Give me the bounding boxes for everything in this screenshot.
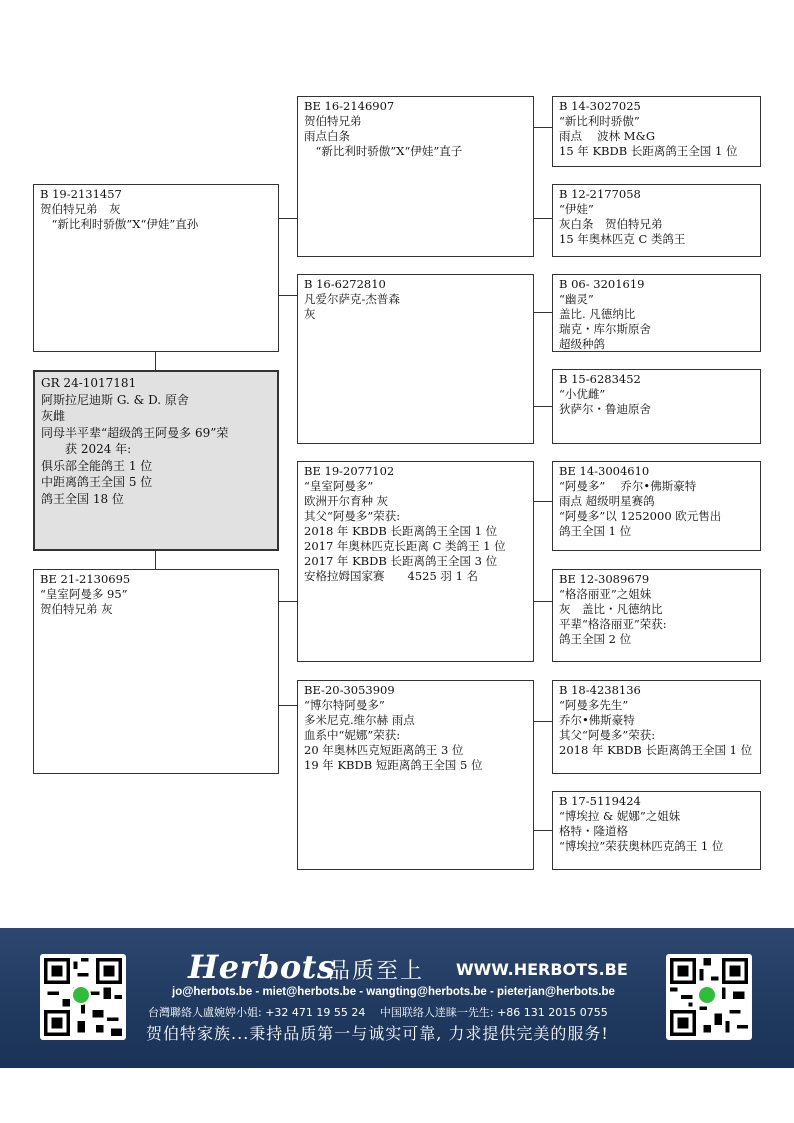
pedigree-box-sire-dam (297, 274, 534, 444)
pedigree-text: 乔尔•佛斯豪特 (559, 713, 635, 727)
pedigree-text: 血系中“妮娜”荣获: (304, 728, 401, 742)
pedigree-box-sire-sire (297, 96, 534, 257)
pedigree-text: 欧洲开尔育种 灰 (304, 494, 389, 508)
pedigree-text: 安格拉姆国家赛 4525 羽 1 名 (304, 569, 479, 583)
ring-number: BE 14-3004610 (559, 464, 650, 478)
pedigree-text: 多米尼克.维尔赫 雨点 (304, 713, 415, 727)
pedigree-text: “阿曼多” 乔尔•佛斯豪特 (559, 479, 697, 493)
ring-number: B 06- 3201619 (559, 277, 645, 291)
line-icon (71, 985, 91, 1005)
pedigree-text: 盖比. 凡德纳比 (559, 307, 636, 321)
pedigree-text: “阿曼多”以 1252000 欧元售出 (559, 509, 722, 523)
connector (155, 352, 156, 370)
ring-number: B 18-4238136 (559, 683, 641, 697)
connector (534, 830, 552, 831)
ring-number: B 19-2131457 (40, 187, 122, 201)
pedigree-text: “幽灵” (559, 292, 594, 306)
ring-number: BE 16-2146907 (304, 99, 395, 113)
pedigree-text: 灰 (304, 307, 316, 321)
pedigree-text: 灰 盖比・凡德纳比 (559, 602, 663, 616)
pedigree-text: 贺伯特兄弟 (304, 114, 362, 128)
connector (534, 501, 552, 502)
pedigree-box-dss (552, 461, 761, 551)
pedigree-text: 雨点 波林 M&G (559, 129, 656, 143)
ring-number: B 17-5119424 (559, 794, 641, 808)
pedigree-box-dds (552, 680, 761, 774)
pedigree-text: 狄萨尔・鲁迪原舍 (559, 402, 651, 416)
pedigree-text: “新比利时骄傲”X“伊娃”直子 (304, 144, 463, 158)
pedigree-text: “皇室阿曼多 95” (40, 587, 128, 601)
pedigree-text: “格洛丽亚”之姐妹 (559, 587, 652, 601)
connector (534, 218, 552, 219)
pedigree-box-ssd (552, 184, 761, 257)
pedigree-text: 19 年 KBDB 短距离鸽王全国 5 位 (304, 758, 483, 772)
website-link[interactable]: WWW.HERBOTS.BE (456, 960, 628, 979)
pedigree-text: 超级种鸽 (559, 337, 605, 351)
ring-number: BE 12-3089679 (559, 572, 650, 586)
pedigree-text: 获 2024 年: (41, 442, 132, 456)
wechat-icon (697, 985, 717, 1005)
herbots-logo: Herbots (188, 948, 336, 986)
connector (534, 601, 552, 602)
pedigree-text: 其父“阿曼多”荣获: (304, 509, 401, 523)
pedigree-box-sss (552, 96, 761, 167)
pedigree-text: 同母半平辈“超级鸽王阿曼多 69”荣 (41, 425, 229, 440)
pedigree-text: 其父“阿曼多”荣获: (559, 728, 656, 742)
pedigree-text: 鸽王全国 1 位 (559, 524, 632, 538)
pedigree-box-ddd (552, 791, 761, 870)
connector (279, 218, 297, 219)
pedigree-text: 凡爱尔萨克-杰普森 (304, 292, 400, 306)
connector (155, 551, 156, 569)
ring-number: B 15-6283452 (559, 372, 641, 386)
pedigree-text: 阿斯拉尼迪斯 G. & D. 原舍 (41, 392, 189, 407)
pedigree-text: 平辈“格洛丽亚”荣获: (559, 617, 667, 631)
pedigree-text: “新比利时骄傲”X“伊娃”直孙 (40, 217, 199, 231)
pedigree-box-dam-dam (297, 680, 534, 870)
ring-number: GR 24-1017181 (41, 376, 137, 390)
pedigree-text: 15 年 KBDB 长距离鸽王全国 1 位 (559, 144, 738, 158)
pedigree-text: “伊娃” (559, 202, 594, 216)
connector (279, 601, 297, 602)
connector (279, 705, 297, 706)
connector (279, 295, 297, 296)
pedigree-text: 瑞克・库尔斯原舍 (559, 322, 651, 336)
company-motto: 贺伯特家族...秉持品质第一与诚实可靠, 力求提供完美的服务! (146, 1024, 609, 1043)
pedigree-box-sds (552, 274, 761, 352)
pedigree-text: 2017 年 KBDB 长距离鸽王全国 3 位 (304, 554, 498, 568)
email-contacts[interactable]: jo@herbots.be - miet@herbots.be - wangting@herbots.be - pieterjan@herbots.be (172, 986, 615, 998)
pedigree-text: 灰雌 (41, 409, 66, 423)
ring-number: B 16-6272810 (304, 277, 386, 291)
slogan: 品质至上 (328, 959, 425, 984)
connector (534, 312, 552, 313)
pedigree-box-dam-sire (297, 461, 534, 662)
pedigree-text: “皇室阿曼多” (304, 479, 374, 493)
pedigree-text: “阿曼多先生” (559, 698, 629, 712)
ring-number: B 12-2177058 (559, 187, 641, 201)
pedigree-text: 格特・隆道格 (559, 824, 628, 838)
ring-number: BE 21-2130695 (40, 572, 131, 586)
connector (534, 127, 552, 128)
pedigree-text: 俱乐部全能鸽王 1 位 (41, 458, 153, 473)
pedigree-text: 贺伯特兄弟 灰 (40, 602, 113, 616)
pedigree-box-dam (33, 569, 279, 774)
pedigree-text: 2018 年 KBDB 长距离鸽王全国 1 位 (559, 743, 753, 757)
pedigree-text: “博尔特阿曼多” (304, 698, 385, 712)
pedigree-text: 2018 年 KBDB 长距离鸽王全国 1 位 (304, 524, 498, 538)
qr-code-wechat[interactable] (666, 954, 752, 1040)
pedigree-box-sdd (552, 369, 761, 444)
qr-code-line[interactable] (40, 954, 126, 1040)
ring-number: B 14-3027025 (559, 99, 641, 113)
phone-contacts: 台灣聯絡人盧婉婷小姐: +32 471 19 55 24 中国联络人逹睐一先生: +86 131 2015 0755 (148, 1006, 608, 1019)
pedigree-box-dsd (552, 569, 761, 662)
pedigree-text: 2017 年奥林匹克长距离 C 类鸽王 1 位 (304, 539, 506, 553)
pedigree-text: 鸽王全国 2 位 (559, 632, 632, 646)
pedigree-box-sire (33, 184, 279, 352)
pedigree-text: “博埃拉”荣获奥林匹克鸽王 1 位 (559, 839, 724, 853)
pedigree-box-subject (33, 370, 279, 551)
pedigree-text: “新比利时骄傲” (559, 114, 640, 128)
ring-number: BE-20-3053909 (304, 683, 395, 697)
ring-number: BE 19-2077102 (304, 464, 395, 478)
pedigree-text: 鸽王全国 18 位 (41, 491, 124, 506)
footer-banner (0, 928, 794, 1068)
connector (534, 721, 552, 722)
pedigree-text: “博埃拉 & 妮娜”之姐妹 (559, 809, 681, 823)
pedigree-text: “小优雌” (559, 387, 606, 401)
pedigree-text: 贺伯特兄弟 灰 (40, 202, 121, 216)
pedigree-text: 中距离鸽王全国 5 位 (41, 475, 153, 489)
pedigree-text: 雨点白条 (304, 129, 350, 143)
pedigree-text: 15 年奥林匹克 C 类鸽王 (559, 232, 686, 246)
connector (534, 406, 552, 407)
pedigree-text: 雨点 超级明星赛鸽 (559, 494, 655, 508)
pedigree-text: 20 年奥林匹克短距离鸽王 3 位 (304, 743, 464, 757)
pedigree-text: 灰白条 贺伯特兄弟 (559, 217, 663, 231)
